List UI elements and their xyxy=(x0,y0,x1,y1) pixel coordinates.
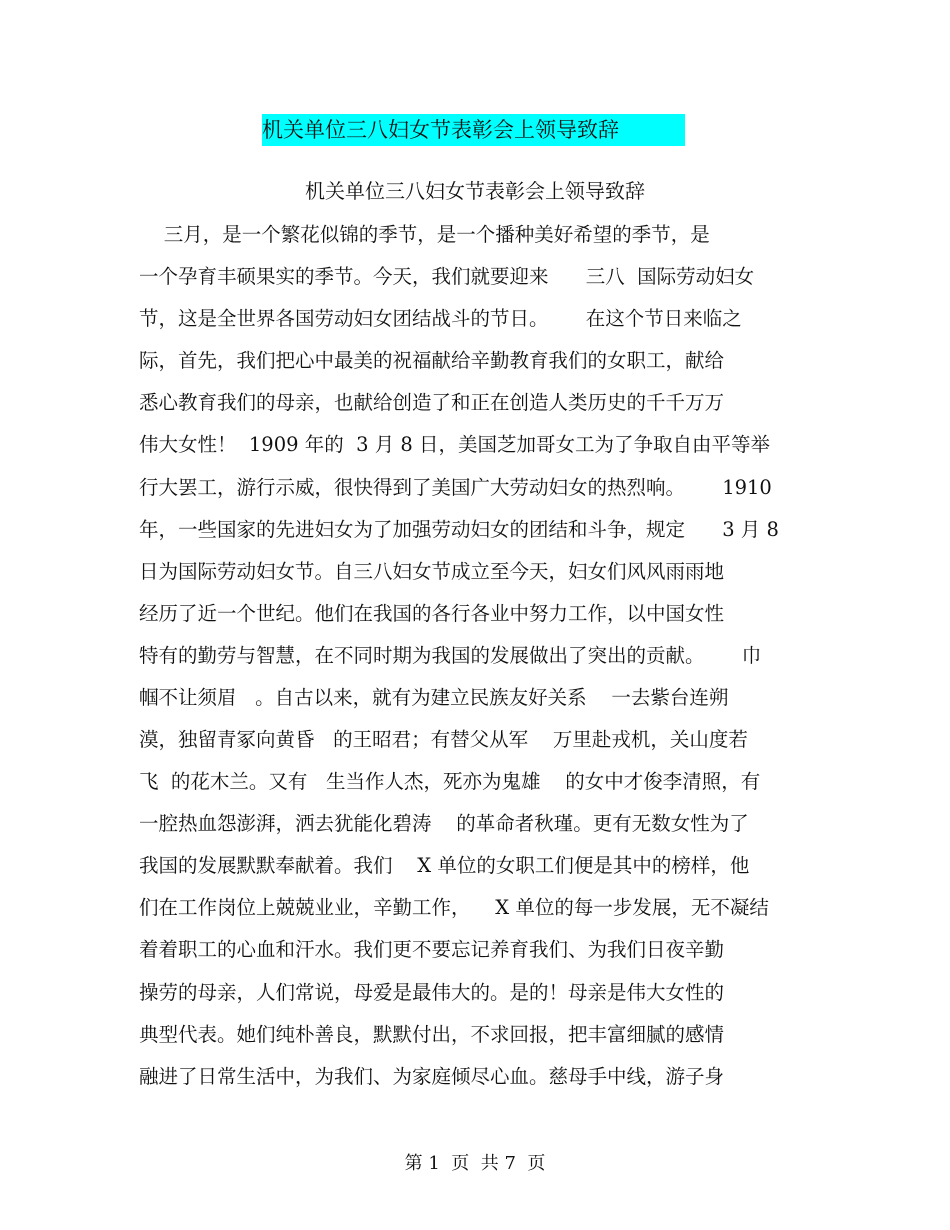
page-indicator: 第 1 页 共 7 页 xyxy=(404,1153,546,1174)
body-line: 三月，是一个繁花似锦的季节，是一个播种美好希望的季节，是 xyxy=(139,223,710,246)
body-line: 一腔热血怨澎湃，洒去犹能化碧涛 的革命者秋瑾。更有无数女性为了 xyxy=(139,812,749,835)
body-line: 际，首先，我们把心中最美的祝福献给辛勤教育我们的女职工，献给 xyxy=(139,349,725,372)
body-line: 融进了日常生活中，为我们、为家庭倾尽心血。慈母手中线，游子身 xyxy=(139,1065,725,1088)
body-line: 操劳的母亲，人们常说，母爱是最伟大的。是的！母亲是伟大女性的 xyxy=(139,981,725,1004)
document-subtitle: 机关单位三八妇女节表彰会上领导致辞 xyxy=(305,179,645,203)
body-line: 悉心教育我们的母亲，也献给创造了和正在创造人类历史的千千万万 xyxy=(139,391,725,414)
body-line: 特有的勤劳与智慧，在不同时期为我国的发展做出了突出的贡献。 巾 xyxy=(139,644,762,667)
body-line: 帼不让须眉 。自古以来，就有为建立民族友好关系 一去紫台连朔 xyxy=(139,686,729,709)
body-line: 典型代表。她们纯朴善良，默默付出，不求回报，把丰富细腻的感情 xyxy=(139,1023,725,1046)
body-line: 伟大女性！ 1909 年的 3 月 8 日，美国芝加哥女工为了争取自由平等举 xyxy=(139,433,771,456)
body-line: 漠，独留青冢向黄昏 的王昭君；有替父从军 万里赴戎机，关山度若 xyxy=(139,728,748,751)
body-line: 我国的发展默默奉献着。我们 X 单位的女职工们便是其中的榜样，他 xyxy=(139,854,750,877)
body-line: 飞 的花木兰。又有 生当作人杰，死亦为鬼雄 的女中才俊李清照，有 xyxy=(139,770,761,793)
body-line: 经历了近一个世纪。他们在我国的各行各业中努力工作，以中国女性 xyxy=(139,602,725,625)
document-header-title: 机关单位三八妇女节表彰会上领导致辞 xyxy=(262,118,619,142)
body-line: 节，这是全世界各国劳动妇女团结战斗的节日。 在这个节日来临之 xyxy=(139,307,742,330)
body-line: 日为国际劳动妇女节。自三八妇女节成立至今天，妇女们风风雨雨地 xyxy=(139,560,725,583)
body-line: 行大罢工，游行示威，很快得到了美国广大劳动妇女的热烈响。 1910 xyxy=(139,476,772,499)
body-line: 们在工作岗位上兢兢业业，辛勤工作， X 单位的每一步发展，无不凝结 xyxy=(139,896,769,919)
body-line: 着着职工的心血和汗水。我们更不要忘记养育我们、为我们日夜辛勤 xyxy=(139,938,725,961)
body-line: 年，一些国家的先进妇女为了加强劳动妇女的团结和斗争，规定 3 月 8 xyxy=(139,518,779,541)
body-line: 一个孕育丰硕果实的季节。今天，我们就要迎来 三八 国际劳动妇女 xyxy=(139,265,755,288)
